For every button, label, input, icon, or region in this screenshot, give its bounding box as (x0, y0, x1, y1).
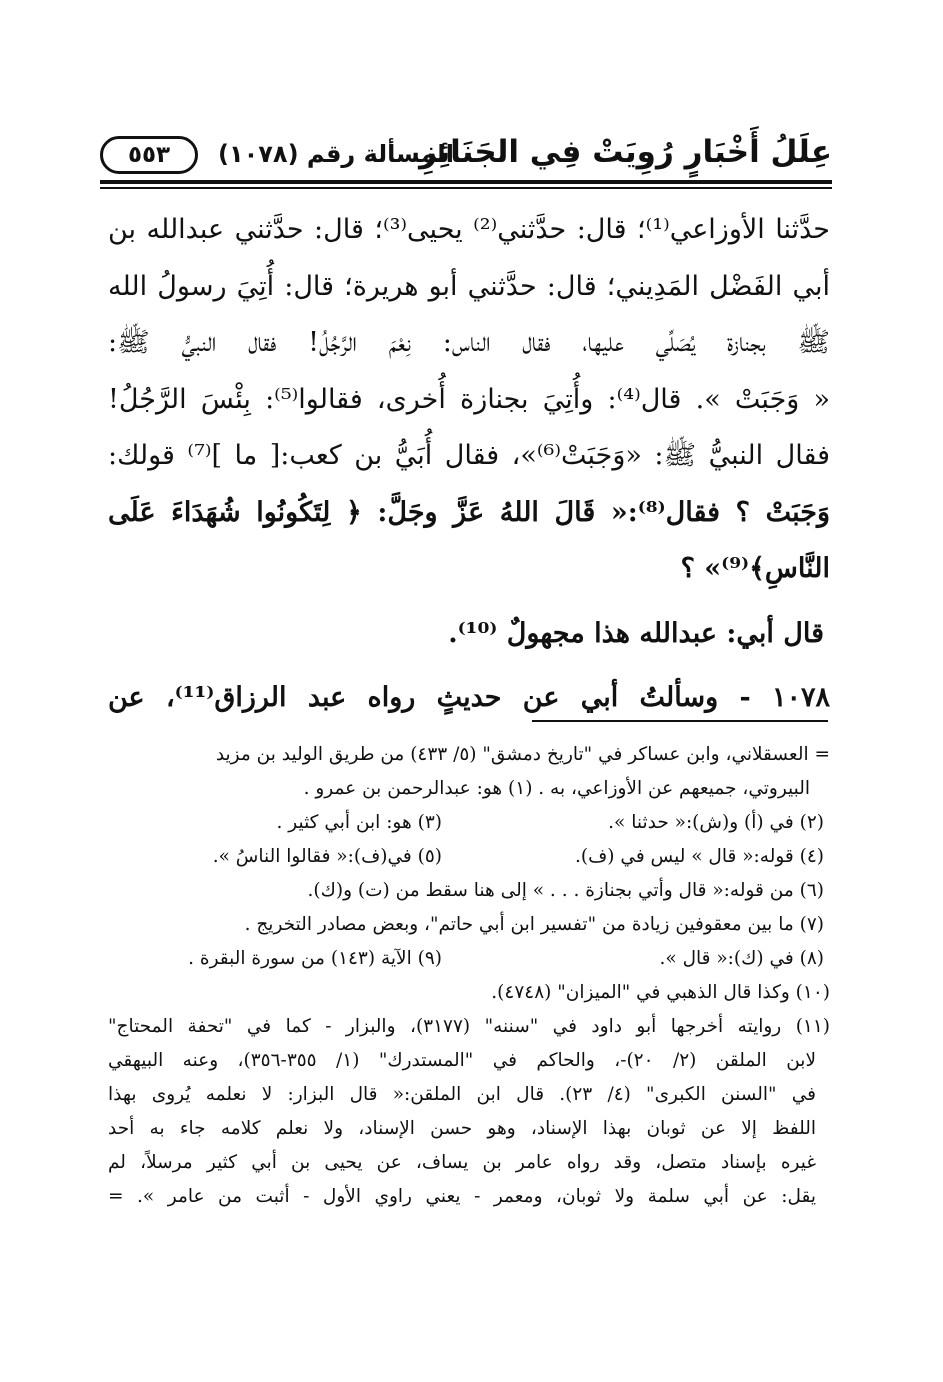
footnote-2: (٢) في (أ) و(ش):« حدثنا ». (608, 812, 824, 833)
text-line: وَجَبَتْ ؟ فقال⁽⁸⁾:« قَالَ اللهُ عَزَّ وجَلَّ: ﴿ لِتَكُونُوا شُهَدَاءَ عَلَى (108, 496, 830, 528)
footnote-line: في "السنن الكبرى" (٤/ ٢٣). قال ابن الملقن:« قال البزار: لا نعلمه يُروى بهذا (108, 1084, 816, 1105)
footnote-11 (108, 1010, 830, 1214)
footnote-row (108, 942, 830, 976)
footnote-line: = العسقلاني، وابن عساكر في "تاريخ دمشق" (٥/ ٤٣٣) من طريق الوليد بن مزيد (215, 744, 830, 765)
header-rule-thick (100, 180, 832, 184)
main-text (108, 202, 830, 727)
footnote-line: اللفظ إلا عن ثوبان بهذا الإسناد، وهو حسن الإسناد، ولا نعلم كلامه جاء به أحد (108, 1118, 816, 1139)
footnote-8: (٨) في (ك):« قال ». (659, 948, 824, 969)
running-title: عِلَلُ أَخْبَارٍ رُوِيَتْ فِي الجَنَائِزِ (419, 134, 832, 170)
header-rule-thin (100, 187, 832, 189)
footnote-line: يقل: عن أبي سلمة ولا ثوبان، ومعمر - يعني راوي الأول - أثبت من عامر ». = (108, 1186, 816, 1207)
footnote-3: (٣) هو: ابن أبي كثير . (276, 812, 442, 833)
page-number: ٥٥٣ (100, 136, 198, 174)
footnote-separator (532, 720, 828, 722)
abu-hatim-verdict: قال أبي: عبدالله هذا مجهولٌ ⁽¹⁰⁾. (448, 617, 824, 649)
footnote-line: (١١) روايته أخرجها أبو داود في "سننه" (٣١٧٧)، والبزار - كما في "تحفة المحتاج" (108, 1016, 830, 1037)
issue-label: المسألة رقم (١٠٧٨) (218, 140, 454, 168)
hadith-paragraph (108, 202, 830, 598)
text-line: ﷺ بجنازة يُصَلِّي عليها، فقال الناس: نِعْمَ الرَّجُلُ! فقال النبيُّ ﷺ: (108, 327, 830, 358)
footnote-row (108, 806, 830, 840)
footnote-line: البيروتي، جميعهم عن الأوزاعي، به . (١) هو: عبدالرحمن بن عمرو . (303, 778, 810, 799)
footnote-10: (١٠) وكذا قال الذهبي في "الميزان" (٤٧٤٨). (491, 982, 830, 1003)
page-header (100, 118, 832, 188)
footnote-6: (٦) من قوله:« قال وأتي بجنازة . . . » إلى هنا سقط من (ت) و(ك). (307, 880, 824, 901)
footnote-4: (٤) قوله:« قال » ليس في (ف). (575, 846, 824, 867)
footnote-line: غيره بإسناد متصل، وقد رواه عامر بن يساف، عن يحيى بن أبي كثير مرسلاً، لم (108, 1152, 816, 1173)
text-line: حدَّثنا الأوزاعي⁽¹⁾؛ قال: حدَّثني⁽²⁾ يحيى⁽³⁾؛ قال: حدَّثني عبدالله بن (108, 214, 831, 245)
footnote-row (108, 840, 830, 874)
footnote-5: (٥) في(ف):« فقالوا الناسُ ». (212, 846, 442, 867)
text-line: أبي الفَضْل المَدِيني؛ قال: حدَّثني أبو هريرة؛ قال: أُتِيَ رسولُ الله (108, 270, 830, 302)
footnotes (108, 738, 830, 1214)
footnote-line: لابن الملقن (٢/ ٢٠)-، والحاكم في "المستدرك" (١/ ٣٥٥-٣٥٦)، وعنه البيهقي (108, 1050, 816, 1071)
footnote-7: (٧) ما بين معقوفين زيادة من "تفسير ابن أبي حاتم"، وبعض مصادر التخريج . (244, 914, 824, 935)
text-line: « وَجَبَتْ ». قال⁽⁴⁾: وأُتِيَ بجنازة أُخرى، فقالوا⁽⁵⁾: بِئْسَ الرَّجُلُ! (108, 383, 831, 415)
text-line: فقال النبيُّ ﷺ: «وَجَبَتْ⁽⁶⁾»، فقال أُبَيُّ بن كعب:[ ما ]⁽⁷⁾ قولك: (108, 440, 831, 471)
text-line: النَّاسِ﴾⁽⁹⁾» ؟ (680, 553, 830, 584)
footnote-9: (٩) الآية (١٤٣) من سورة البقرة . (188, 948, 442, 969)
issue-1078-start: ١٠٧٨ - وسألتُ أبي عن حديثٍ رواه عبد الرزاق⁽¹¹⁾، عن (108, 682, 830, 713)
